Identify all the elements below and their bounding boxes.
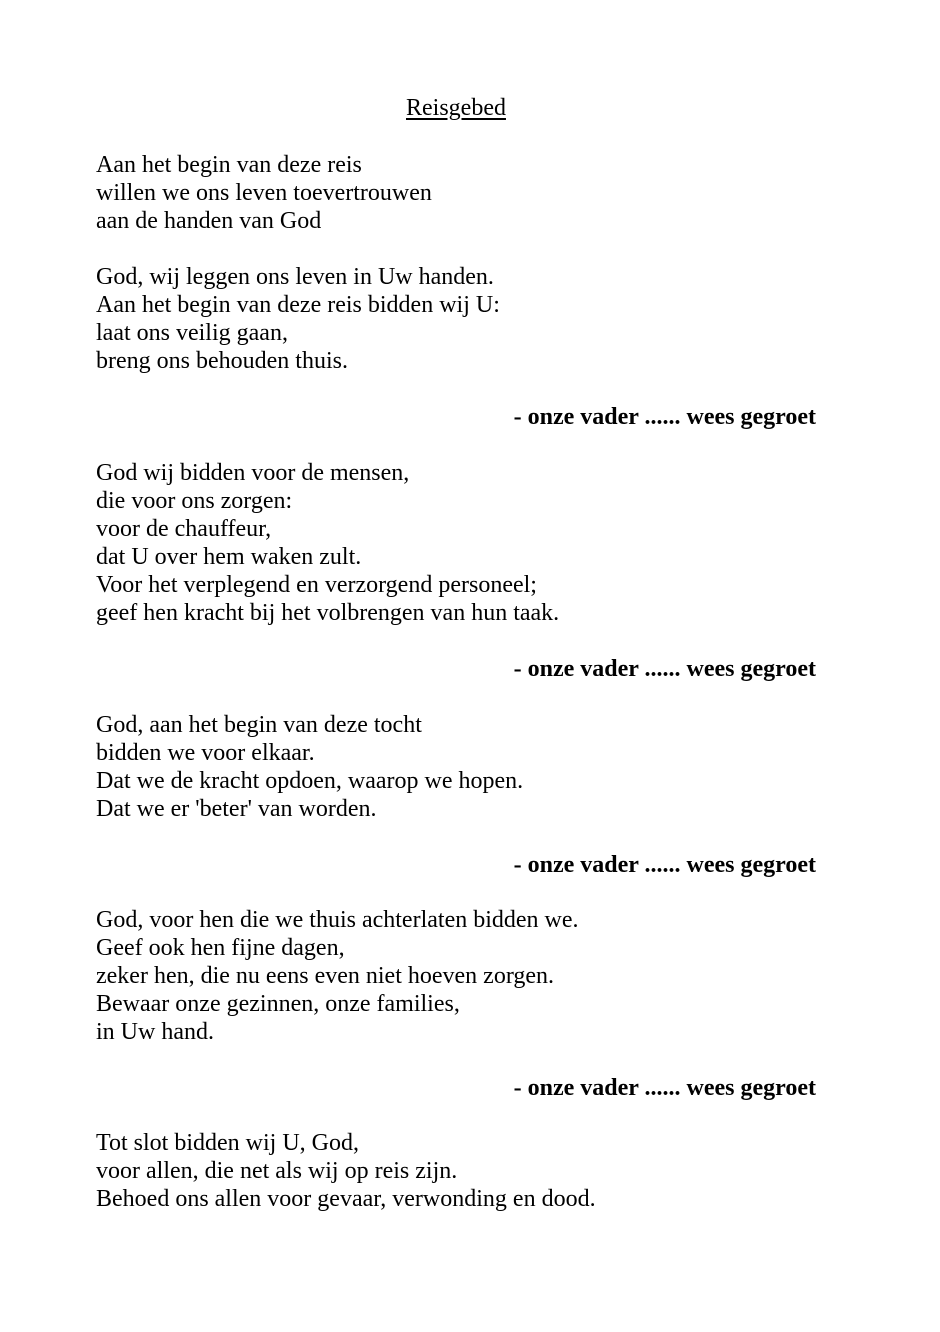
stanza-line: Dat we de kracht opdoen, waarop we hopen. (96, 768, 524, 794)
stanza-line: God, aan het begin van deze tocht (96, 712, 422, 738)
response-line-4: - onze vader ...... wees gegroet (513, 1075, 816, 1101)
stanza-line: Aan het begin van deze reis bidden wij U: (96, 292, 500, 318)
stanza-line: willen we ons leven toevertrouwen (96, 180, 432, 206)
stanza-line: breng ons behouden thuis. (96, 348, 348, 374)
stanza-line: Aan het begin van deze reis (96, 152, 362, 178)
stanza-4 (96, 711, 856, 823)
stanza-line: God, wij leggen ons leven in Uw handen. (96, 264, 494, 290)
stanza-line: geef hen kracht bij het volbrengen van hun taak. (96, 600, 560, 626)
stanza-5 (96, 906, 856, 1046)
stanza-line: aan de handen van God (96, 208, 322, 234)
stanza-line: Bewaar onze gezinnen, onze families, (96, 991, 460, 1017)
stanza-line: dat U over hem waken zult. (96, 544, 362, 570)
response-line-3: - onze vader ...... wees gegroet (513, 852, 816, 878)
stanza-line: zeker hen, die nu eens even niet hoeven zorgen. (96, 963, 555, 989)
stanza-3 (96, 459, 856, 627)
stanza-line: God, voor hen die we thuis achterlaten bidden we. (96, 907, 579, 933)
stanza-line: in Uw hand. (96, 1019, 214, 1045)
stanza-line: Tot slot bidden wij U, God, (96, 1130, 359, 1156)
stanza-line: laat ons veilig gaan, (96, 320, 288, 346)
stanza-2 (96, 263, 856, 375)
document-title: Reisgebed (406, 95, 506, 121)
stanza-1 (96, 151, 856, 235)
stanza-line: voor allen, die net als wij op reis zijn. (96, 1158, 458, 1184)
stanza-line: bidden we voor elkaar. (96, 740, 315, 766)
stanza-line: Voor het verplegend en verzorgend personeel; (96, 572, 537, 598)
stanza-line: voor de chauffeur, (96, 516, 272, 542)
stanza-line: die voor ons zorgen: (96, 488, 293, 514)
response-line-1: - onze vader ...... wees gegroet (513, 404, 816, 430)
stanza-line: God wij bidden voor de mensen, (96, 460, 410, 486)
stanza-line: Behoed ons allen voor gevaar, verwonding en dood. (96, 1186, 596, 1212)
response-line-2: - onze vader ...... wees gegroet (513, 656, 816, 682)
stanza-line: Geef ook hen fijne dagen, (96, 935, 345, 961)
stanza-6 (96, 1129, 856, 1213)
stanza-line: Dat we er 'beter' van worden. (96, 796, 377, 822)
